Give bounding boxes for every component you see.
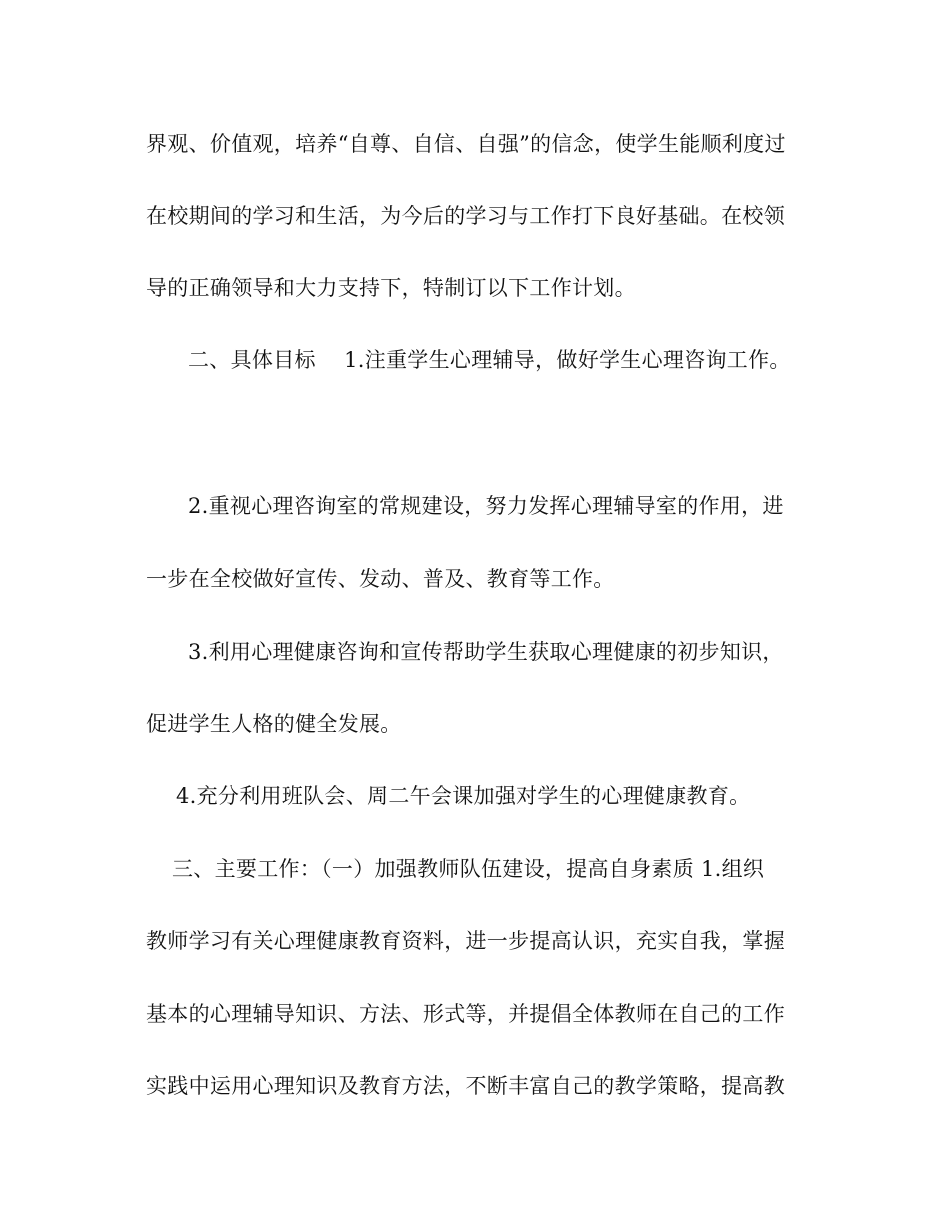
text-line-work-3: 实践中运用心理知识及教育方法，不断丰富自己的教学策略，提高教 (146, 1074, 785, 1098)
text-line-work-2: 基本的心理辅导知识、方法、形式等，并提倡全体教师在自己的工作 (146, 1002, 785, 1026)
text-line-2: 在校期间的学习和生活，为今后的学习与工作打下良好基础。在校领 (146, 204, 785, 228)
text-line-goal-3: 3.利用心理健康咨询和宣传帮助学生获取心理健康的初步知识， (188, 640, 784, 664)
text-line-goal-2: 2.重视心理咨询室的常规建设，努力发挥心理辅导室的作用，进 (188, 494, 784, 518)
text-line-goal-2-cont: 一步在全校做好宣传、发动、普及、教育等工作。 (146, 567, 615, 591)
text-line-1: 界观、价值观，培养“自尊、自信、自强”的信念，使学生能顺利度过 (146, 132, 786, 156)
section-heading-main-work: 三、主要工作：（一）加强教师队伍建设，提高自身素质 1.组织 (172, 857, 765, 881)
text-line-goal-3-cont: 促进学生人格的健全发展。 (146, 712, 402, 736)
text-line-work-1: 教师学习有关心理健康教育资料，进一步提高认识，充实自我，掌握 (146, 929, 785, 953)
text-line-3: 导的正确领导和大力支持下，特制订以下工作计划。 (146, 276, 636, 300)
text-line-goal-4: 4.充分利用班队会、周二午会课加强对学生的心理健康教育。 (176, 784, 751, 808)
section-heading-goals: 二、具体目标 1.注重学生心理辅导，做好学生心理咨询工作。 (188, 348, 791, 372)
